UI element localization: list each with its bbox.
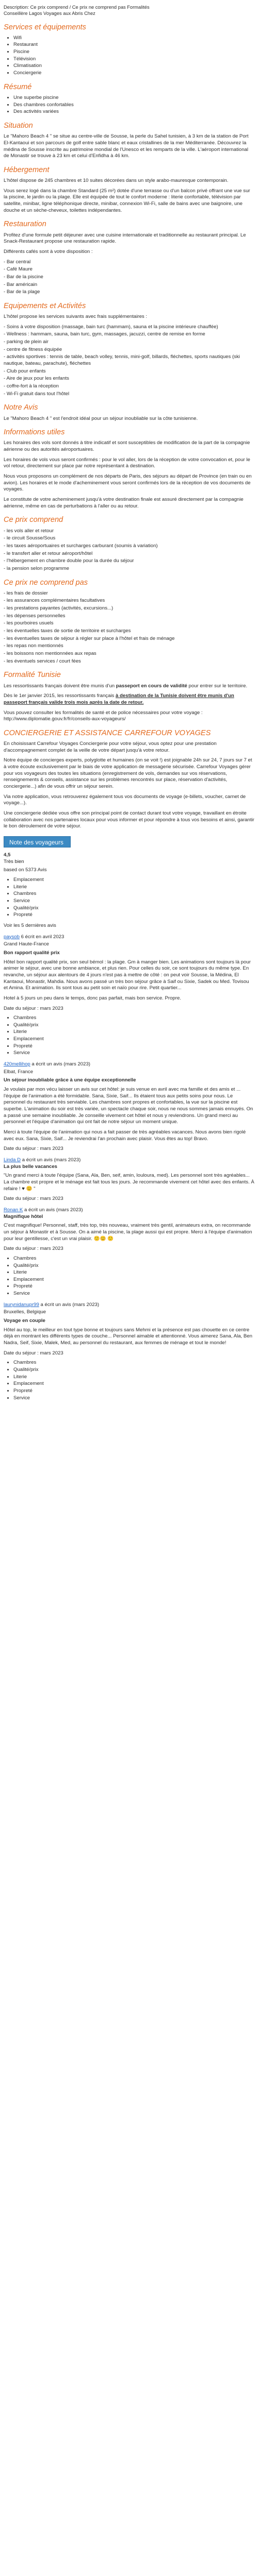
equipements-title: Equipements et Activités xyxy=(4,301,86,310)
bar-item: - Café Maure xyxy=(4,266,33,273)
rating-item: • Service xyxy=(13,1291,254,1297)
review-text xyxy=(4,1327,254,1347)
rating-item: • Literie xyxy=(13,884,254,891)
bar-list xyxy=(4,259,254,296)
excluded-item: - les pourboires usuels xyxy=(4,620,54,626)
equipement-item: - Club pour enfants xyxy=(4,368,46,374)
notre-avis-title: Notre Avis xyxy=(4,403,38,412)
review-author[interactable]: 420mellihop xyxy=(4,1061,30,1067)
rating-item: • Literie xyxy=(13,1374,254,1381)
review-stay-date: Date du séjour : mars 2023 xyxy=(4,1246,63,1252)
included-item: - le transfert aller et retour aéroport/hôtel xyxy=(4,550,93,556)
review-paragraph: Merci à toute l'équipe de l'animation qui nous a fait passer de très agréables vacances. Nous avons bien rigolé avec eux. Sana, Sixie, Saif... Je reviendrai l'an prochain avec plaisir. Vous êtes au top! Bravo. xyxy=(4,1129,246,1142)
review-title: Bon rapport qualité prix xyxy=(4,950,60,956)
rating-item: • Service xyxy=(13,898,254,905)
equipement-item: - Wellness : hammam, sauna, bain turc, gym, massages, jacuzzi, centre de remise en forme xyxy=(4,331,205,337)
intro-line-2: Conseillère Lagos Voyages aux Abris Chez xyxy=(4,11,95,16)
situation-text: Le "Mahoro Beach 4 " se situe au centre-ville de Sousse, la perle du Sahel tunisien, à 3 km de la station de Port El-Kantaoui et son parcours de golf entre sable blanc et eaux cristallines de la mer Méditerranée. Découvrez la médina de Sousse inscrite au patrimoine mondial de l'Unesco et les remparts de la ville. L'aéroport international de Monastir se trouve à 23 km et celui d'Enfidha à 46 km. xyxy=(4,133,249,159)
review-item xyxy=(4,1207,254,1297)
rating-item: • Qualité/prix xyxy=(13,1263,254,1269)
formalite-text-1b: passeport en cours de validité xyxy=(116,683,187,689)
review-author-line xyxy=(4,934,254,941)
conciergerie-text-2: Notre équipe de concierges experts, polyglotte et humaines (on se voit !) est joignable 24h sur 24, 7 jours sur 7 et à votre écoute exclusivement par le biais de votre application de messagerie sécurisée. Carrefour Voyages gérer pour vos voyageurs des toutes les situations (enregistrement de vols, demandes sur vos réservations, renseignements & conseils, assistance sur les problèmes rencontrés sur place, réservation d'activités, conciergerie...) afin de vous offrir un séjour serein. xyxy=(4,757,252,790)
review-title: La plus belle vacances xyxy=(4,1163,57,1170)
review-item xyxy=(4,934,254,1057)
hebergement-title: Hébergement xyxy=(4,165,50,174)
review-paragraph: Je voulais par mon vécu laisser un avis sur cet hôtel: je suis venue en avril avec ma famille et des amis et ... l'équipe de l'animation a été formidable. Sana, Sixie, Saif... Ils étaient tous aux petits soins pour nous. Le personnel du restaurant très serviable. Les chambres sont propres et confortables, la vue sur la piscine est superbe. L'animation du soir est très variée, un spectacle chaque soir, nous ne nous sommes jamais ennuyés. On a passé une semaine inoubliable. Je conseille vivement cet hôtel et nous y reviendrons. Un grand merci au personnel et l'équipe d'animation qui ont fait de notre séjour un moment unique. xyxy=(4,1087,253,1125)
review-paragraph: C'est magnifique! Personnel, staff, très top, très nouveau, vraiment très gentil, animateurs extra, on recommande un séjour à Monastir et à Sousse. On a aimé la piscine, la plage aussi qui est propre. Merci à l'équipe d'animation pour leur gentillesse, c'est un vrai plaisir. 🙂😊 🙂 xyxy=(4,1223,252,1242)
reviews-visited: Voir les 5 dernières avis xyxy=(4,922,56,928)
resume-title: Résumé xyxy=(4,82,32,91)
intro xyxy=(4,4,254,17)
rating-item: • Literie xyxy=(13,1269,254,1276)
review-paragraph: Hôtel au top, le meilleur en tout type bonne et toujours sans Mehmi et la présence est pas chouette en ce centre déjà en montrant les différents types de couche... Personnel aimable et attentionné. Vous aimerez Sana, Ala, Ben Nadra, Seif, Sixie, Malek, Med, au personnel du restaurant, aux femmes de ménage et tout le monde! xyxy=(4,1327,252,1346)
review-author[interactable]: paysob xyxy=(4,934,20,940)
service-item: • Climatisation xyxy=(13,63,254,70)
included-item: - le circuit Sousse/Sous xyxy=(4,535,56,541)
review-author-line xyxy=(4,1207,254,1214)
excluded-item: - les repas non mentionnés xyxy=(4,643,63,649)
equipement-item: - centre de fitness équipée xyxy=(4,346,62,352)
bar-item: - Bar de la piscine xyxy=(4,274,43,280)
excluded-item: - les boissons non mentionnées aux repas xyxy=(4,651,96,657)
resume-item: • Des activités variées xyxy=(13,109,254,115)
formalite-text-2a: Dès le 1er janvier 2015, les ressortissants français xyxy=(4,693,116,699)
hebergement-text-2: Vous serez logé dans la chambre Standard (25 m²) dotée d'une terrasse ou d'un balcon privé offrant une vue sur la piscine, le jardin ou la plage. Elle est équipée de tout le confort moderne : literie confortable, télévision par satellite, minibar, ligne téléphonique directe, minibar, connexion Wi-Fi, salle de bains avec une baignoire, une douche et un sèche-cheveux, toilettes indépendantes. xyxy=(4,188,250,213)
conciergerie-text-4: Une conciergerie dédiée vous offre son principal point de contact durant tout votre voyage, travaillant en étroite collaboration avec nos partenaires locaux pour vous informer et pour répondre à tous vos besoins et ainsi, garantir le bon déroulement de votre séjour. xyxy=(4,810,254,829)
review-stay-date: Date du séjour : mars 2023 xyxy=(4,1196,63,1202)
ce-prix-ne-comprend-pas-title: Ce prix ne comprend pas xyxy=(4,578,88,587)
review-ratings xyxy=(4,1360,254,1401)
review-text xyxy=(4,1223,254,1242)
reviews-based-on: based on 5373 Avis xyxy=(4,867,47,873)
restauration-text-1: Profitez d'une formule petit déjeuner avec une cuisine internationale et traditionnelle au restaurant principal. Le Snack-Restaurant propose une restauration rapide. xyxy=(4,232,246,245)
infos-utiles-text-3: Nous vous proposons un complément de nos départs de Paris, des séjours au départ de Province (en train ou en avion). Les horaires et le mode d'acheminement vous seront confirmés lors de la réception de vos documents de voyages. xyxy=(4,473,252,493)
review-author[interactable]: Linda D xyxy=(4,1157,21,1163)
review-date: a écrit un avis (mars 2023) xyxy=(40,1301,100,1308)
review-ratings xyxy=(4,1015,254,1057)
excluded-item: - les prestations payantes (activités, excursions...) xyxy=(4,605,114,612)
rating-item: • Chambres xyxy=(13,1015,254,1022)
review-stay-date: Date du séjour : mars 2023 xyxy=(4,1350,63,1356)
review-stay-date: Date du séjour : mars 2023 xyxy=(4,1146,63,1152)
equipement-item: - Soins à votre disposition (massage, bain turc (hammam), sauna et la piscine intérieure chauffée) xyxy=(4,324,218,330)
formalite-text-3: Vous pouvez consulter les formalités de santé et de police nécessaires pour votre voyage : http://www.diplomatie.gouv.fr/fr/conseils-aux-voyageurs/ xyxy=(4,709,203,722)
rating-item: • Literie xyxy=(13,1029,254,1036)
intro-line-1: Description: Ce prix comprend / Ce prix ne comprend pas Formalités xyxy=(4,5,150,10)
formalite-text-1c: pour entrer sur le territoire. xyxy=(187,683,248,689)
service-item: • Piscine xyxy=(13,49,254,56)
review-paragraph: Hotel à 5 jours un peu dans le temps, donc pas parfait, mais bon service. Propre. xyxy=(4,995,181,1001)
review-item xyxy=(4,1157,254,1202)
review-location: Elbat, France xyxy=(4,1069,34,1075)
infos-utiles-title: Informations utiles xyxy=(4,428,65,437)
review-text xyxy=(4,1173,254,1192)
equipement-item: - Wi-Fi gratuit dans tout l'hôtel xyxy=(4,391,70,397)
rating-item: • Emplacement xyxy=(13,1381,254,1387)
included-item: - l'hébergement en chambre double pour la durée du séjour xyxy=(4,558,134,564)
situation-title: Situation xyxy=(4,121,33,130)
included-item: - les vols aller et retour xyxy=(4,528,54,534)
rating-item: • Emplacement xyxy=(13,1036,254,1043)
resume-list xyxy=(4,95,254,115)
review-text xyxy=(4,959,254,1002)
service-item: • Télévision xyxy=(13,56,254,63)
resume-item: • Des chambres confortables xyxy=(13,102,254,109)
formalite-text-2 xyxy=(4,693,254,706)
equipement-item: - coffre-fort à la réception xyxy=(4,383,59,389)
review-author-line xyxy=(4,1061,254,1068)
included-item: - la pension selon programme xyxy=(4,565,69,571)
infos-utiles-text-4: Le constitute de votre acheminement jusqu'à votre destination finale est assuré directement par la compagnie aérienne, même en cas de perturbations à l'aller ou au retour. xyxy=(4,497,244,509)
review-author-line xyxy=(4,1302,254,1309)
review-text xyxy=(4,1087,254,1142)
formalite-text-2b: à destination de la Tunisie doivent être munis d'un passeport français valide trois mois après la date de retour. xyxy=(4,693,234,705)
review-stay-date: Date du séjour : mars 2023 xyxy=(4,1005,63,1011)
review-date: a écrit un avis (mars 2023) xyxy=(24,1207,83,1213)
equipements-list xyxy=(4,324,254,398)
excluded-item: - les assurances complémentaires facultatives xyxy=(4,598,105,604)
review-paragraph: "Un grand merci à toute l'équipe (Sana, Ala, Ben, seif, amin, louloura, med). Les personnel sont très agréables... La chambre est propre et le ménage est fait tous les jours. Je recommande vivement cet hôtel avec des enfants. À refaire ! ♥ 😊 " xyxy=(4,1173,254,1192)
reviews-score: 4,5 xyxy=(4,852,11,858)
review-date: 6 écrit en avril 2023 xyxy=(21,934,64,940)
review-item xyxy=(4,1302,254,1402)
reviews-header: Note des voyageurs xyxy=(4,836,71,848)
review-title: Un séjour inoubliable grâce à une équipe exceptionnelle xyxy=(4,1077,136,1083)
bar-item: - Bar américain xyxy=(4,281,38,287)
equipement-item: - activités sportives : tennis de table, beach volley, tennis, mini-golf, billards, fléchettes, sports nautiques (ski nautique, bateau, parachute), fléchettes xyxy=(4,354,240,367)
rating-item: • Propreté xyxy=(13,912,254,919)
rating-item: • Propreté xyxy=(13,1283,254,1290)
ce-prix-ne-comprend-pas-list xyxy=(4,590,254,665)
hebergement-text-1: L'hôtel dispose de 245 chambres et 10 suites décorées dans un style arabo-mauresque contemporain. xyxy=(4,178,229,184)
excluded-item: - les éventuelles taxes de séjour à régler sur place à l'hôtel et frais de ménage xyxy=(4,635,175,641)
reviews-grade: Très bien xyxy=(4,858,24,865)
review-ratings xyxy=(4,1256,254,1297)
excluded-item: - les frais de dossier xyxy=(4,590,48,596)
restauration-title: Restauration xyxy=(4,220,46,229)
rating-item: • Service xyxy=(13,1050,254,1057)
included-item: - les taxes aéroportuaires et surcharges carburant (soumis à variation) xyxy=(4,543,158,549)
rating-item: • Chambres xyxy=(13,891,254,897)
review-title: Magnifique hôtel xyxy=(4,1213,43,1219)
services-list xyxy=(4,35,254,77)
bar-item: - Bar central xyxy=(4,259,31,265)
review-item xyxy=(4,1061,254,1153)
rating-item: • Emplacement xyxy=(13,1277,254,1283)
rating-item: • Chambres xyxy=(13,1360,254,1366)
rating-item: • Propreté xyxy=(13,1388,254,1395)
conciergerie-title: CONCIERGERIE ET ASSISTANCE CARREFOUR VOYAGES xyxy=(4,728,211,737)
excluded-item: - les dépenses personnelles xyxy=(4,613,66,619)
review-paragraph: Hôtel bon rapport qualité prix, son seul bémol : la plage. Gm à manger bien. Les animations sont toujours là pour animer le séjour, avec une bonne ambiance, et plus rien. Pour celles du soir, ce sont toujours du même type. En revanche, un séjour aux alentours de 4 jours n'est pas à mettre de côté : on peut voir Sousse, la Médina, El Kantaoui, Monastir, Mahdia. Nous avons passé un très bon séjour grâce à Saif ou Sixie, Sadek ou Med. Tovisou et Amina. Et animation. Ils sont tous au petit soin et naïo pour rire. Petit quartier... xyxy=(4,959,251,991)
conciergerie-text-1: En choisissant Carrefour Voyages Conciergerie pour votre séjour, vous optez pour une prestation d'accompagnement complet de la veille de votre départ jusqu'à votre retour. xyxy=(4,741,217,753)
excluded-item: - les éventuelles taxes de sortie de territoire et surcharges xyxy=(4,628,131,634)
review-author-line xyxy=(4,1157,254,1164)
service-item: • Wifi xyxy=(13,35,254,42)
service-item: • Restaurant xyxy=(13,42,254,48)
resume-item: • Une superbe piscine xyxy=(13,95,254,101)
rating-item: • Qualité/prix xyxy=(13,1367,254,1374)
review-title: Voyage en couple xyxy=(4,1318,45,1324)
formalite-title: Formalité Tunisie xyxy=(4,671,61,680)
review-author[interactable]: Ronan K xyxy=(4,1207,23,1213)
review-author[interactable]: laurynidanupr99 xyxy=(4,1301,39,1308)
rating-item: • Service xyxy=(13,1395,254,1402)
service-item: • Conciergerie xyxy=(13,70,254,77)
review-date: a écrit un avis (mars 2023) xyxy=(22,1157,81,1163)
review-location: Bruxelles, Belgique xyxy=(4,1309,46,1315)
ce-prix-comprend-title: Ce prix comprend xyxy=(4,516,63,524)
equipements-text: L'hôtel propose les services suivants avec frais supplémentaires : xyxy=(4,314,148,320)
restauration-text-2: Différents cafés sont à votre disposition : xyxy=(4,248,93,255)
notre-avis-text: Le "Mahoro Beach 4 " est l'endroit idéal pour un séjour inoubliable sur la côte tunisienne. xyxy=(4,415,198,421)
ce-prix-comprend-list xyxy=(4,528,254,572)
infos-utiles-text-2: Les horaires de vols vous seront confirmés : pour le vol aller, lors de la réception de votre convocation et, pour le vol retour, directement sur place par notre représentant à destination. xyxy=(4,456,250,469)
summary-ratings xyxy=(4,877,254,919)
services-title: Services et équipements xyxy=(4,23,86,31)
equipement-item: - Aire de jeux pour les enfants xyxy=(4,376,69,382)
equipement-item: - parking de plein air xyxy=(4,339,49,345)
infos-utiles-text-1: Les horaires des vols sont donnés à titre indicatif et sont susceptibles de modification de la part de la compagnie aérienne ou des autorités aéroportuaires. xyxy=(4,440,250,453)
excluded-item: - les éventuels services / court fées xyxy=(4,658,81,664)
rating-item: • Qualité/prix xyxy=(13,1022,254,1029)
rating-item: • Propreté xyxy=(13,1043,254,1050)
rating-item: • Qualité/prix xyxy=(13,905,254,912)
review-location: Grand Haute-France xyxy=(4,941,49,947)
conciergerie-text-3: Via notre application, vous retrouverez également tous vos documents de voyage (e-billets, voucher, carnet de voyage...). xyxy=(4,793,246,806)
formalite-text-1a: Les ressortissants français doivent être munis d'un xyxy=(4,683,116,689)
review-date: a écrit un avis (mars 2023) xyxy=(31,1061,90,1067)
bar-item: - Bar de la plage xyxy=(4,289,40,295)
formalite-text-1 xyxy=(4,683,254,690)
rating-item: • Emplacement xyxy=(13,877,254,884)
rating-item: • Chambres xyxy=(13,1256,254,1262)
